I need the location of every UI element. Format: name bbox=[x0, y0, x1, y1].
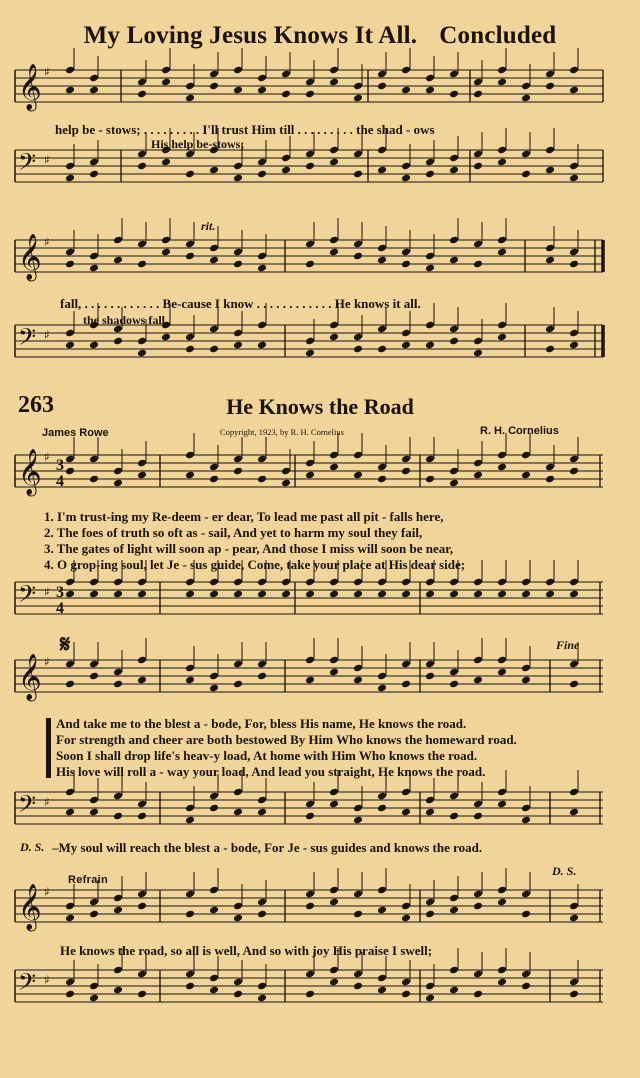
verse-line-4b: His love will roll a - way your load, And lead you straight, He knows the road. bbox=[56, 764, 486, 779]
hymn-number: 263 bbox=[18, 392, 54, 418]
verse-bracket bbox=[46, 718, 51, 778]
time-signature-top: 3 bbox=[56, 457, 64, 474]
top-system-1-lyric: help be - stows; . . . . . . . . . I'll trust Him till . . . . . . . . . the shad - ows bbox=[55, 122, 435, 137]
composer-credit: R. H. Cornelius bbox=[480, 425, 559, 437]
svg-text:♯: ♯ bbox=[44, 328, 50, 342]
svg-text:♯: ♯ bbox=[44, 795, 50, 809]
verse-line-2a: 2. The foes of truth so oft as - sail, And yet to harm my soul they fail, bbox=[44, 525, 423, 540]
svg-text:𝄢: 𝄢 bbox=[18, 148, 37, 181]
svg-text:𝄞: 𝄞 bbox=[18, 449, 42, 495]
svg-text:𝄢: 𝄢 bbox=[18, 968, 37, 1001]
svg-text:♯: ♯ bbox=[44, 585, 50, 599]
ritardando-marking: rit. bbox=[201, 219, 216, 233]
verse-line-4a: 4. O grop-ing soul, let Je - sus guide, Come, take your place at His dear side; bbox=[44, 557, 466, 572]
svg-text:𝄞: 𝄞 bbox=[18, 64, 42, 110]
author-credit: James Rowe bbox=[42, 427, 109, 439]
svg-text:𝄞: 𝄞 bbox=[18, 654, 42, 700]
verse-line-1a: 1. I'm trust-ing my Re-deem - er dear, To lead me past all pit - falls here, bbox=[44, 509, 444, 524]
svg-text:♯: ♯ bbox=[44, 65, 50, 79]
fine-marking: Fine bbox=[556, 638, 580, 652]
ds-lyric-line: –My soul will reach the blest a - bode, For Je - sus guides and knows the road. bbox=[52, 840, 483, 855]
top-system-2-alt-lyric: the shadows fall, bbox=[83, 313, 169, 327]
verse-line-3b: Soon I shall drop life's heav-y load, At home with Him Who knows the road. bbox=[56, 748, 478, 763]
refrain-lyric: He knows the road, so all is well, And so with joy His praise I swell; bbox=[60, 943, 433, 958]
ds-marker-left: D. S. bbox=[20, 840, 45, 854]
svg-text:♯: ♯ bbox=[44, 450, 50, 464]
copyright-notice: Copyright, 1923, by R. H. Cornelius bbox=[220, 427, 344, 437]
svg-text:♯: ♯ bbox=[44, 973, 50, 987]
segno-sign: 𝄋 bbox=[60, 630, 71, 658]
top-system-1-alt-lyric: His help be-stows; bbox=[151, 137, 245, 151]
svg-text:𝄢: 𝄢 bbox=[18, 323, 37, 356]
top-system-2-lyric: fall, . . . . . . . . . . . . Be-cause I know . . . . . . . . . . . . He knows it all. bbox=[60, 296, 421, 311]
svg-text:𝄢: 𝄢 bbox=[18, 580, 37, 613]
time-signature-bottom: 4 bbox=[56, 473, 64, 490]
verse-line-2b: For strength and cheer are both bestowed By Him Who knows the homeward road. bbox=[56, 732, 517, 747]
svg-text:♯: ♯ bbox=[44, 655, 50, 669]
svg-text:♯: ♯ bbox=[44, 235, 50, 249]
continued-hymn-title bbox=[0, 22, 640, 50]
svg-text:𝄞: 𝄞 bbox=[18, 884, 42, 930]
svg-text:𝄞: 𝄞 bbox=[18, 234, 42, 280]
svg-text:♯: ♯ bbox=[44, 153, 50, 167]
verse-line-3a: 3. The gates of light will soon ap - pear, And those I miss will soon be near, bbox=[44, 541, 454, 556]
time-signature-bottom: 4 bbox=[56, 600, 64, 617]
continued-title-text: My Loving Jesus Knows It All. bbox=[83, 22, 418, 49]
time-signature-top: 3 bbox=[56, 584, 64, 601]
concluded-label: Concluded bbox=[439, 22, 557, 49]
verse-line-1b: And take me to the blest a - bode, For, bless His name, He knows the road. bbox=[56, 716, 467, 731]
hymn-title: He Knows the Road bbox=[226, 394, 414, 419]
refrain-label: Refrain bbox=[68, 874, 108, 886]
svg-text:𝄢: 𝄢 bbox=[18, 790, 37, 823]
ds-marker-right: D. S. bbox=[552, 864, 577, 878]
svg-text:♯: ♯ bbox=[44, 885, 50, 899]
